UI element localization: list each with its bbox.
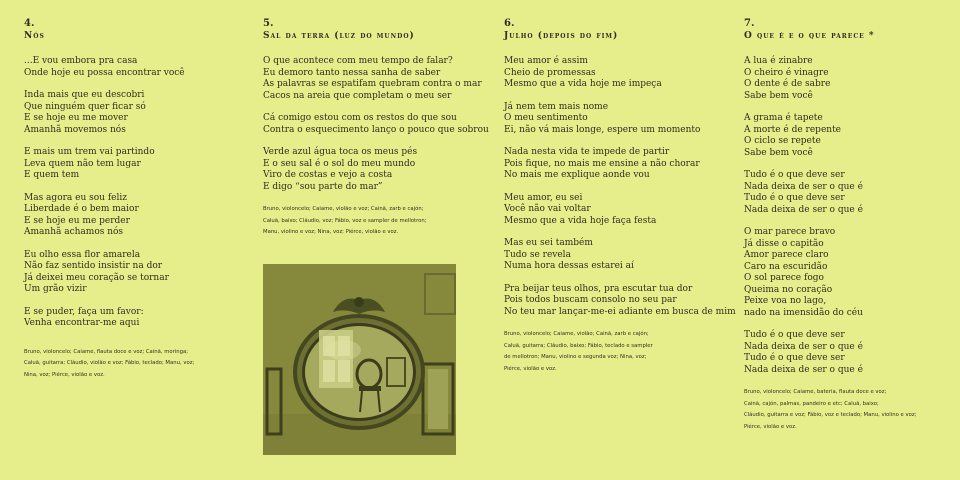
stanza bbox=[504, 193, 729, 228]
credit-line: Bruno, violoncelo; Caiame, bateria, flauta doce e voz; bbox=[744, 389, 887, 395]
lyric-line: Pois todos buscam consolo no seu par bbox=[504, 295, 677, 305]
stanza bbox=[744, 330, 954, 376]
stanza bbox=[744, 170, 954, 216]
lyric-line: O dente é de sabre bbox=[744, 79, 831, 89]
lyric-line: E mais um trem vai partindo bbox=[24, 147, 155, 157]
stanza bbox=[24, 56, 239, 79]
song-number: 6. bbox=[504, 18, 515, 29]
lyric-line: Meu amor é assim bbox=[504, 56, 588, 66]
lyric-line: Já nem tem mais nome bbox=[504, 101, 609, 112]
lyric-line: Nada deixa de ser o que é bbox=[744, 181, 863, 192]
song-6 bbox=[504, 18, 736, 375]
stanza bbox=[504, 283, 736, 319]
lyric-line: Verde azul água toca os meus pés bbox=[263, 147, 418, 157]
stanza bbox=[744, 113, 954, 159]
lyric-line: Caro na escuridão bbox=[744, 261, 828, 272]
lyric-line: Amanhã achamos nós bbox=[24, 227, 124, 237]
lyric-line: Venha encontrar-me aqui bbox=[24, 318, 140, 328]
credit-line: Manu, violino e voz; Nina, voz; Piérce, violão e voz. bbox=[263, 229, 399, 235]
lyric-line: ...E vou embora pra casa bbox=[24, 56, 138, 66]
lyric-line: Viro de costas e vejo a costa bbox=[263, 170, 393, 180]
credit-line: Caluã, guitarra; Cláudio, violão e voz; Fábio, teclado; Manu, voz; bbox=[24, 360, 195, 366]
lyric-line: Mesmo que a vida hoje me impeça bbox=[504, 79, 662, 89]
lyric-line: Sabe bem você bbox=[744, 90, 813, 101]
credit-line: Cláudio, guitarra e voz; Fábio, voz e teclado; Manu, violino e voz; bbox=[744, 412, 917, 418]
lyric-line: Tudo é o que deve ser bbox=[744, 193, 845, 203]
lyric-line: E se hoje eu me perder bbox=[24, 215, 130, 226]
credits bbox=[504, 329, 729, 375]
lyric-line: Queima no coração bbox=[744, 284, 833, 295]
lyric-line: Ei, não vá mais longe, espere um momento bbox=[504, 124, 701, 135]
credit-line: Caluã, guitarra; Cláudio, baixo; Fábio, teclado e sampler bbox=[504, 342, 653, 349]
song-title: Julho (depois do fim) bbox=[504, 31, 619, 41]
lyric-line: Não faz sentido insistir na dor bbox=[24, 261, 163, 271]
lyric-line: A morte é de repente bbox=[744, 124, 842, 135]
mirror-image bbox=[263, 264, 456, 455]
lyric-line: A lua é zinabre bbox=[744, 56, 813, 66]
credit-line: Caluã, baixo; Cláudio, voz; Fábio, voz e sampler de mellotron; bbox=[263, 217, 427, 224]
stanza bbox=[504, 102, 729, 137]
stanza bbox=[504, 56, 729, 91]
stanza bbox=[24, 250, 239, 296]
lyric-line: E digo “sou parte do mar” bbox=[263, 181, 383, 192]
song-number: 7. bbox=[744, 18, 755, 29]
lyric-line: Pra beijar teus olhos, pra escutar tua dor bbox=[504, 283, 693, 294]
song-number: 5. bbox=[263, 18, 274, 29]
lyric-line: Nada deixa de ser o que é bbox=[744, 204, 863, 215]
stanza bbox=[24, 193, 239, 239]
lyric-line: Inda mais que eu descobri bbox=[24, 90, 145, 100]
lyric-line: Mesmo que a vida hoje faça festa bbox=[504, 215, 657, 226]
credit-line: Bruno, violoncelo; Caiame, violão e voz; Cainã, zarb e cajón; bbox=[263, 206, 424, 212]
lyric-line: Amanhã movemos nós bbox=[24, 124, 126, 135]
credits bbox=[263, 204, 483, 239]
lyric-line: Peixe voa no lago, bbox=[744, 296, 827, 306]
song-title: Sal da terra (luz do mundo) bbox=[263, 31, 415, 41]
lyric-line: Amor parece claro bbox=[744, 250, 829, 260]
lyric-line: O mar parece bravo bbox=[744, 227, 836, 237]
lyric-line: Que ninguém quer ficar só bbox=[24, 101, 146, 112]
lyric-line: E se hoje eu me mover bbox=[24, 113, 128, 123]
credits bbox=[744, 387, 954, 433]
lyric-line: O que acontece com meu tempo de falar? bbox=[263, 56, 453, 66]
song-7 bbox=[744, 18, 954, 433]
stanza bbox=[263, 147, 483, 193]
lyric-line: Já disse o capitão bbox=[744, 238, 824, 249]
lyric-line: No teu mar lançar-me-ei adiante em busca de mim bbox=[504, 306, 736, 317]
credit-line: Cainã, cajón, palmas, pandeiro e etc; Caluã, baixo; bbox=[744, 400, 879, 407]
song-4 bbox=[24, 18, 239, 381]
lyric-line: Pois fique, no mais me ensine a não chorar bbox=[504, 158, 700, 169]
lyric-line: No mais me explique aonde vou bbox=[504, 170, 650, 180]
lyric-line: Tudo se revela bbox=[504, 249, 571, 260]
stanza bbox=[24, 90, 239, 136]
song-5 bbox=[263, 18, 489, 239]
lyric-line: As palavras se espatifam quebram contra o mar bbox=[263, 79, 482, 89]
lyric-line: Numa hora dessas estarei aí bbox=[504, 261, 634, 271]
lyric-line: Eu olho essa flor amarela bbox=[24, 249, 141, 260]
song-title: O que é e o que parece * bbox=[744, 31, 875, 41]
lyric-line: Cá comigo estou com os restos do que sou bbox=[263, 113, 457, 123]
credit-line: Nina, voz; Piérce, violão e voz. bbox=[24, 371, 105, 378]
lyric-line: Onde hoje eu possa encontrar você bbox=[24, 67, 185, 78]
lyric-line: nado na imensidão do céu bbox=[744, 307, 863, 318]
lyric-line: O sol parece fogo bbox=[744, 273, 824, 283]
lyric-line: Nada deixa de ser o que é bbox=[744, 341, 863, 352]
credits bbox=[24, 347, 239, 382]
credit-line: de mellotron; Manu, violino e segunda voz; Nina, voz; bbox=[504, 354, 647, 360]
song-title: Nós bbox=[24, 31, 45, 41]
lyric-line: Já deixei meu coração se tornar bbox=[24, 272, 169, 283]
stanza bbox=[744, 227, 954, 319]
lyric-line: Tudo é o que deve ser bbox=[744, 170, 845, 180]
lyric-line: E o seu sal é o sol do meu mundo bbox=[263, 158, 416, 169]
credit-line: Piérce, violão e voz. bbox=[744, 423, 797, 430]
stanza bbox=[504, 238, 729, 273]
lyric-line: Nada deixa de ser o que é bbox=[744, 364, 863, 375]
lyric-line: Meu amor, eu sei bbox=[504, 192, 583, 203]
lyric-line: Contra o esquecimento lanço o pouco que sobrou bbox=[263, 124, 489, 135]
stanza bbox=[24, 307, 239, 330]
lyric-line: Liberdade é o bem maior bbox=[24, 204, 139, 214]
lyric-line: Tudo é o que deve ser bbox=[744, 330, 845, 340]
lyric-line: Leva quem não tem lugar bbox=[24, 158, 141, 169]
lyric-line: Mas agora eu sou feliz bbox=[24, 192, 127, 203]
credit-line: Bruno, violoncelo; Caiame, violão; Cainã, zarb e cajón; bbox=[504, 331, 649, 337]
credit-line: Piérce, violão e voz. bbox=[504, 365, 557, 372]
song-number: 4. bbox=[24, 18, 35, 29]
lyric-line: Cacos na areia que completam o meu ser bbox=[263, 90, 452, 101]
mirror-photo bbox=[263, 264, 456, 455]
lyric-line: Eu demoro tanto nessa sanha de saber bbox=[263, 67, 441, 78]
lyric-line: Cheio de promessas bbox=[504, 67, 596, 78]
stanza bbox=[263, 113, 489, 136]
stanza bbox=[24, 147, 239, 182]
lyric-line: O meu sentimento bbox=[504, 113, 588, 123]
lyric-line: Sabe bem você bbox=[744, 147, 813, 158]
credit-line: Bruno, violoncelo; Caiame, flauta doce e voz; Cainã, moringa; bbox=[24, 348, 189, 355]
lyric-line: A grama é tapete bbox=[744, 113, 823, 123]
stanza bbox=[263, 56, 483, 102]
lyric-line: Você não vai voltar bbox=[504, 204, 591, 214]
lyric-line: O cheiro é vinagre bbox=[744, 67, 829, 78]
stanza bbox=[744, 56, 954, 102]
lyric-line: Mas eu sei também bbox=[504, 238, 593, 248]
lyric-line: Um grão vizir bbox=[24, 284, 87, 294]
lyric-line: Tudo é o que deve ser bbox=[744, 353, 845, 363]
lyric-line: O ciclo se repete bbox=[744, 136, 821, 146]
lyric-line: E quem tem bbox=[24, 170, 80, 180]
stanza bbox=[504, 147, 729, 182]
lyric-line: E se puder, faça um favor: bbox=[24, 306, 144, 317]
lyric-line: Nada nesta vida te impede de partir bbox=[504, 147, 670, 157]
